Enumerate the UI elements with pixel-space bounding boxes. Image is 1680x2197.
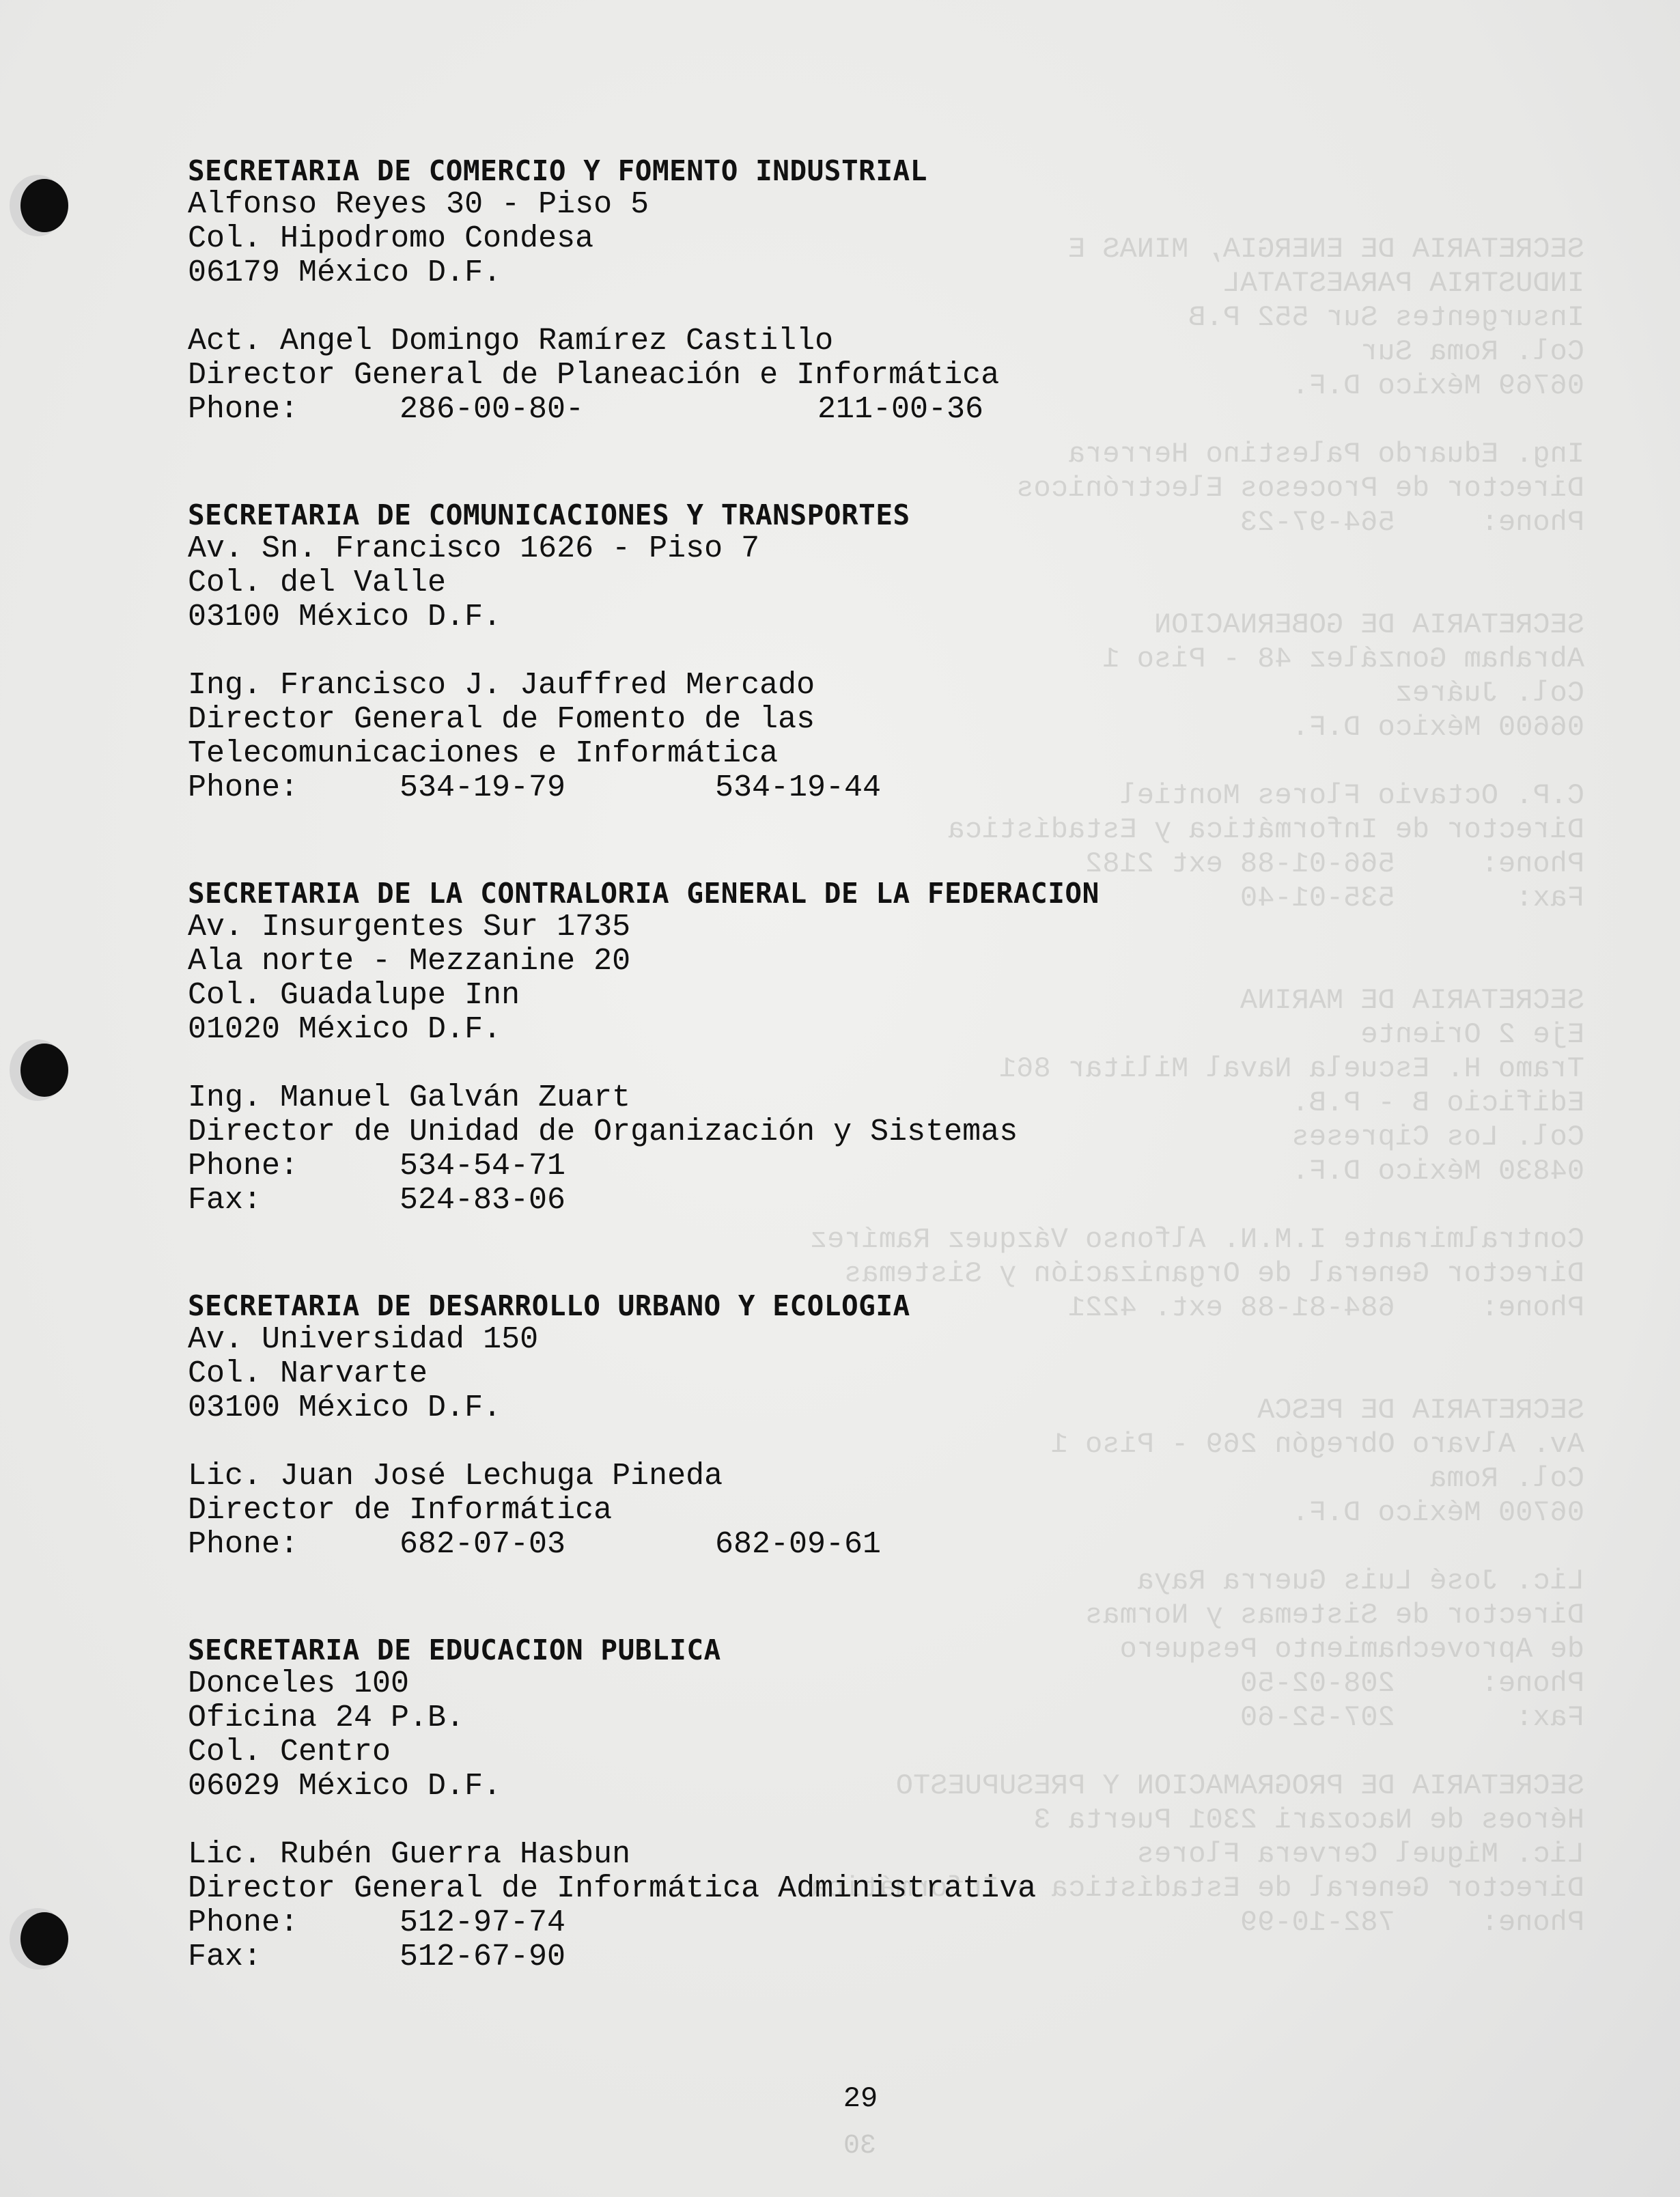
phone-row bbox=[188, 1149, 1417, 1184]
phone-number: 534-19-79 bbox=[400, 770, 566, 805]
phone-number-alt: 682-09-61 bbox=[715, 1527, 882, 1562]
contact-name: Lic. Rubén Guerra Hasbun bbox=[188, 1837, 631, 1872]
page-number: 29 bbox=[843, 2082, 878, 2115]
bleed-through-line: Director de Sistemas y Normas bbox=[1085, 1599, 1584, 1632]
address-line: Col. Hipodromo Condesa bbox=[188, 221, 594, 256]
bleed-through-line: de Aprovechamiento Pesquero bbox=[1119, 1633, 1584, 1666]
bleed-through-line: 06600 México D.F. bbox=[1291, 711, 1584, 744]
entry-heading: SECRETARIA DE COMUNICACIONES Y TRANSPORTES bbox=[188, 499, 910, 531]
punch-hole-bottom bbox=[20, 1912, 68, 1965]
bleed-through-line: Edificio B - P.B. bbox=[1291, 1087, 1584, 1119]
address-line: 03100 México D.F. bbox=[188, 1390, 502, 1425]
directory-entry bbox=[188, 1633, 1417, 1974]
address-line: Col. Narvarte bbox=[188, 1356, 428, 1391]
fax-number: 512-67-90 bbox=[400, 1940, 566, 1974]
bleed-through-line: Fax: 207-52-60 bbox=[1240, 1701, 1584, 1734]
directory-listing bbox=[188, 154, 1417, 2045]
contact-title: Director General de Informática Administrativa bbox=[188, 1871, 1037, 1906]
contact-name: Ing. Manuel Galván Zuart bbox=[188, 1080, 631, 1115]
phone-label: Phone: bbox=[188, 392, 299, 427]
bleed-through-line: SECRETARIA DE GOBERNACION bbox=[1153, 608, 1584, 641]
address-line: Alfonso Reyes 30 - Piso 5 bbox=[188, 187, 649, 222]
bleed-through-line: C.P. Octavio Flores Montiel bbox=[1119, 779, 1584, 812]
bleed-through-line: INDUSTRIA PARAESTATAL bbox=[1222, 267, 1584, 300]
directory-entry bbox=[188, 876, 1417, 1218]
bleed-through-line: Col. Juárez bbox=[1395, 677, 1584, 710]
bleed-through-line: Director de Informática y Estadística bbox=[947, 813, 1584, 846]
fax-label: Fax: bbox=[188, 1183, 262, 1218]
bleed-through-line: SECRETARIA DE ENERGIA, MINAS E bbox=[1067, 233, 1584, 266]
address-line: Col. del Valle bbox=[188, 565, 447, 600]
bleed-through-line: Phone: 684-81-88 ext. 4221 bbox=[1067, 1291, 1584, 1324]
directory-entry bbox=[188, 154, 1417, 427]
bleed-through-line: 06769 México D.F. bbox=[1291, 369, 1584, 402]
contact-title: Director General de Planeación e Informática bbox=[188, 358, 1000, 393]
bleed-through-line: SECRETARIA DE MARINA bbox=[1240, 984, 1584, 1017]
phone-number: 512-97-74 bbox=[400, 1905, 566, 1940]
address-line: Donceles 100 bbox=[188, 1666, 410, 1701]
address-line: Oficina 24 P.B. bbox=[188, 1701, 465, 1735]
contact-title: Director General de Fomento de las bbox=[188, 702, 815, 737]
bleed-through-line: Lic. José Luis Guerra Raya bbox=[1136, 1565, 1584, 1597]
bleed-through-line: Phone: 566-01-88 ext 2182 bbox=[1085, 848, 1584, 880]
address-line: 06029 México D.F. bbox=[188, 1769, 502, 1804]
bleed-through-page-number: 30 bbox=[843, 2131, 877, 2161]
entry-heading: SECRETARIA DE DESARROLLO URBANO Y ECOLOGIA bbox=[188, 1289, 910, 1322]
bleed-through-line: Col. Roma Sur bbox=[1360, 335, 1584, 368]
phone-number-alt: 534-19-44 bbox=[715, 770, 882, 805]
bleed-through-line: Av. Alvaro Obregón 269 - Piso 1 bbox=[1050, 1428, 1584, 1461]
fax-row bbox=[188, 1940, 1417, 1974]
contact-title: Director de Informática bbox=[188, 1493, 613, 1528]
phone-number: 682-07-03 bbox=[400, 1527, 566, 1562]
phone-row bbox=[188, 771, 1417, 805]
directory-entry bbox=[188, 498, 1417, 805]
entry-heading: SECRETARIA DE COMERCIO Y FOMENTO INDUSTRIAL bbox=[188, 154, 927, 187]
contact-name: Lic. Juan José Lechuga Pineda bbox=[188, 1459, 723, 1494]
bleed-through-line: Tramo H. Escuela Naval Militar 861 bbox=[999, 1052, 1584, 1085]
phone-number-alt: 211-00-36 bbox=[817, 392, 984, 427]
bleed-through-line: Phone: 782-10-99 bbox=[1240, 1906, 1584, 1939]
bleed-through-line: 04830 México D.F. bbox=[1291, 1155, 1584, 1188]
bleed-through-line: Phone: 208-02-50 bbox=[1240, 1667, 1584, 1700]
directory-entry bbox=[188, 1289, 1417, 1562]
address-line: 01020 México D.F. bbox=[188, 1012, 502, 1047]
bleed-through-line: Director de Procesos Electrónicos bbox=[1016, 472, 1584, 505]
fax-number: 524-83-06 bbox=[400, 1183, 566, 1218]
entry-heading: SECRETARIA DE EDUCACION PUBLICA bbox=[188, 1634, 721, 1666]
phone-row bbox=[188, 393, 1417, 427]
phone-label: Phone: bbox=[188, 770, 299, 805]
bleed-through-line: SECRETARIA DE PESCA bbox=[1257, 1394, 1584, 1427]
address-line: Av. Sn. Francisco 1626 - Piso 7 bbox=[188, 531, 760, 566]
bleed-through-line: Insurgentes Sur 552 P.B bbox=[1188, 301, 1584, 334]
address-line: Av. Insurgentes Sur 1735 bbox=[188, 910, 631, 944]
contact-name: Ing. Francisco J. Jauffred Mercado bbox=[188, 668, 815, 703]
fax-label: Fax: bbox=[188, 1940, 262, 1974]
address-line: Col. Centro bbox=[188, 1735, 391, 1769]
bleed-through-line: 06700 México D.F. bbox=[1291, 1496, 1584, 1529]
bleed-through-line: Director General de Organización y Sistemas bbox=[844, 1257, 1584, 1290]
fax-row bbox=[188, 1184, 1417, 1218]
bleed-through-line: Abraham González 48 - Piso 1 bbox=[1102, 643, 1584, 675]
address-line: 03100 México D.F. bbox=[188, 600, 502, 634]
address-line: 06179 México D.F. bbox=[188, 255, 502, 290]
bleed-through-line: Ing. Eduardo Palestino Herrera bbox=[1067, 438, 1584, 471]
entry-heading: SECRETARIA DE LA CONTRALORIA GENERAL DE LA FEDERACION bbox=[188, 877, 1100, 910]
phone-label: Phone: bbox=[188, 1905, 299, 1940]
punch-hole-middle bbox=[20, 1044, 68, 1097]
bleed-through-line: Phone: 564-97-23 bbox=[1240, 506, 1584, 539]
phone-number: 286-00-80- bbox=[400, 392, 585, 427]
phone-label: Phone: bbox=[188, 1149, 299, 1184]
bleed-through-line: Fax: 535-01-40 bbox=[1240, 882, 1584, 914]
phone-number: 534-54-71 bbox=[400, 1149, 566, 1184]
contact-title: Telecomunicaciones e Informática bbox=[188, 736, 779, 771]
bleed-through-line: Col. Los Cipreses bbox=[1291, 1121, 1584, 1153]
contact-title: Director de Unidad de Organización y Sistemas bbox=[188, 1115, 1018, 1149]
bleed-through-line: Eje 2 Oriente bbox=[1360, 1018, 1584, 1051]
bleed-through-line: Contralmirante I.M.N. Alfonso Vázquez Ramírez bbox=[809, 1223, 1584, 1256]
address-line: Col. Guadalupe Inn bbox=[188, 978, 520, 1013]
contact-name: Act. Angel Domingo Ramírez Castillo bbox=[188, 324, 834, 359]
phone-row bbox=[188, 1906, 1417, 1940]
bleed-through-line: Lic. Miguel Cervera Flores bbox=[1136, 1838, 1584, 1871]
bleed-through-line: Héroes de Nacozari 2301 Puerta 3 bbox=[1033, 1804, 1584, 1836]
phone-row bbox=[188, 1528, 1417, 1562]
address-line: Av. Universidad 150 bbox=[188, 1322, 539, 1357]
bleed-through-line: Col. Roma bbox=[1429, 1462, 1584, 1495]
punch-hole-top bbox=[20, 179, 68, 232]
bleed-through-line: SECRETARIA DE PROGRAMACION Y PRESUPUESTO bbox=[895, 1769, 1584, 1802]
bleed-through-line: Director General de Estadística e Informática bbox=[809, 1872, 1584, 1905]
phone-label: Phone: bbox=[188, 1527, 299, 1562]
address-line: Ala norte - Mezzanine 20 bbox=[188, 944, 631, 979]
